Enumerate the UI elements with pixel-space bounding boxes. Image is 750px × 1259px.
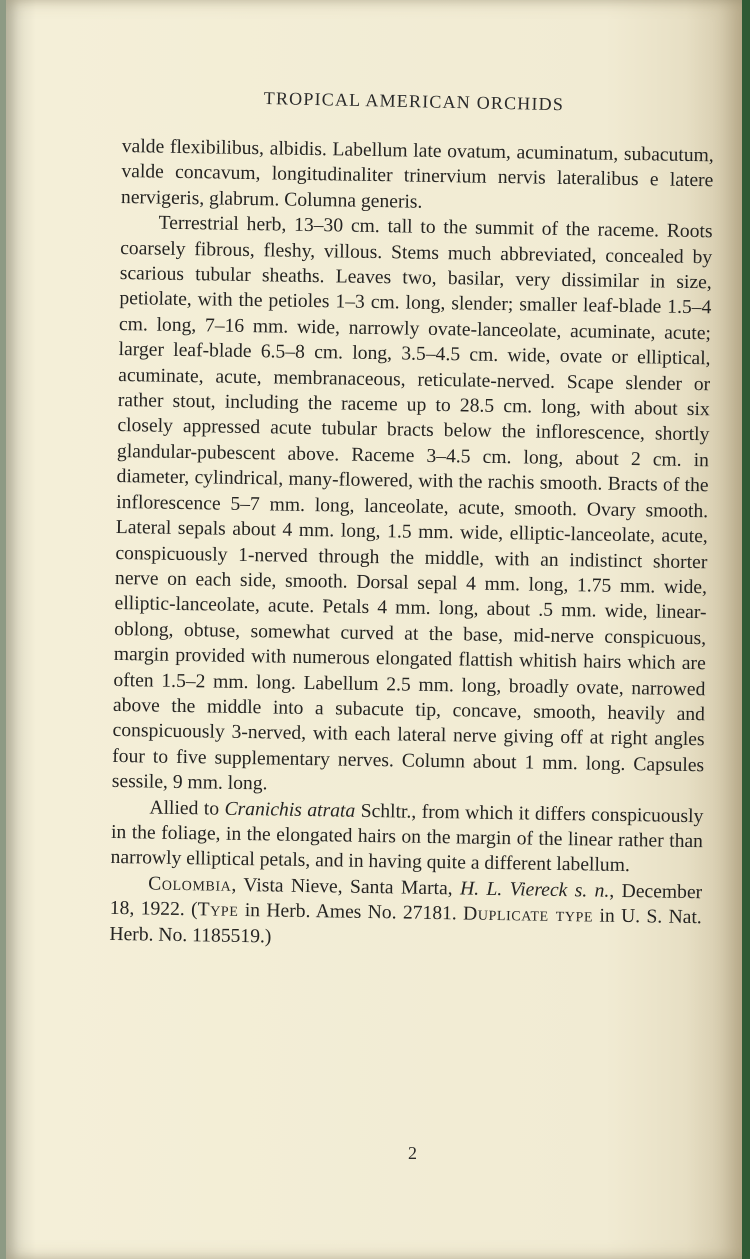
specimen-country: Colombia — [148, 873, 232, 896]
duplicate-type-label: Duplicate type — [462, 903, 594, 927]
running-header: TROPICAL AMERICAN ORCHIDS — [263, 88, 565, 115]
specimen-date: , December 18, 1922. ( — [109, 880, 703, 921]
specimen-locality: , Vista Nieve, Santa Marta, — [231, 874, 461, 900]
english-description: Terrestrial herb, 13–30 cm. tall to the summit of the raceme. Roots coarsely fibrous, fleshy, villous. Stems much abbreviated, concealed by scarious tubular sheaths. Leaves two, basilar, very dissimilar in size, petiolate, with the petioles 1–3 cm. long, slender; smaller leaf-blade 1.5–4 cm. long, 7–16 mm. wide, narrowly ovate-lanceolate, acuminate, acute; larger leaf-blade 6.5–8 cm. long, 3.5–4.5 cm. wide, ovate or elliptical, acuminate, acute, membranaceous, reticulate-nerved. Scape slender or rather stout, including the raceme up to 28.5 cm. long, with about six closely appressed acute tubular bracts below the inflorescence, shortly glandular-pubescent above. Raceme 3–4.5 cm. long, about 2 cm. in diameter, cylindrical, many-flowered, with the rachis smooth. Bracts of the inflorescence 5–7 mm. long, lanceolate, acute, smooth. Ovary smooth. Lateral sepals about 4 mm. long, 1.5 mm. wide, elliptic-lanceolate, acute, conspicuously 1-nerved through the middle, with an indistinct shorter nerve on each side, smooth. Dorsal sepal 4 mm. long, 1.75 mm. wide, elliptic-lanceolate, acute. Petals 4 mm. long, about .5 mm. wide, linear-oblong, obtuse, somewhat curved at the base, mid-nerve conspicuous, margin provided with numerous elongated flattish whitish hairs which are often 1.5–2 mm. long. Labellum 2.5 mm. long, broadly ovate, narrowed above the middle into a subacute tip, concave, smooth, heavily and conspicuously 3-nerved, with each lateral nerve giving off at right angles four to five supplementary nerves. Column about 1 mm. long. Capsules sessile, 9 mm. long. — [111, 212, 713, 795]
specimen-citation — [109, 871, 702, 957]
duplicate-herbarium: in U. S. Nat. Herb. No. 1185519.) — [109, 905, 702, 948]
type-label: Type — [197, 899, 239, 922]
specimen-collector: H. L. Viereck — [459, 878, 568, 901]
affinity-species: Cranichis atrata — [224, 798, 356, 822]
affinity-rest: Schltr., from which it differs conspicuously in the foliage, in the elongated hairs on the margin of the linear rather than narrowly elliptical petals, and in having quite a different labellum. — [110, 800, 704, 877]
affinity-paragraph — [110, 794, 703, 880]
affinity-lead: Allied to — [149, 797, 225, 820]
specimen-number: s. n. — [574, 879, 610, 902]
page-body — [109, 134, 714, 956]
type-herbarium: in Herb. Ames No. 27181. — [238, 900, 464, 925]
page-number: 2 — [408, 1143, 417, 1163]
latin-description: valde flexibilibus, albidis. Labellum late ovatum, acuminatum, subacutum, valde concavum, longitudinaliter trinervium nervis lateralibus e latere nervigeris, glabrum. Columna generis. — [120, 135, 714, 213]
book-page — [6, 0, 742, 1259]
